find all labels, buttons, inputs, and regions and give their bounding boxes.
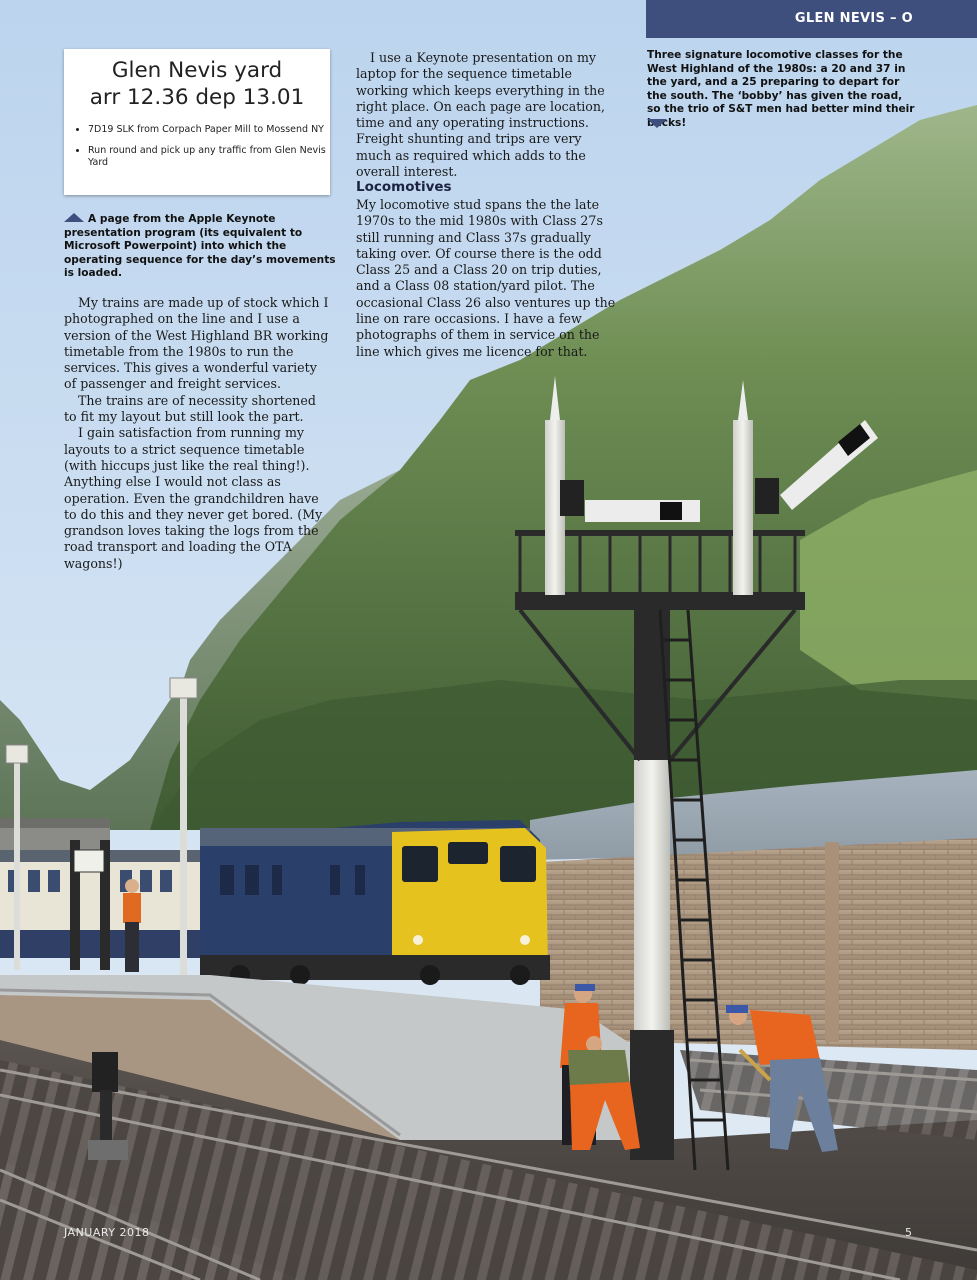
slide-bullet-list <box>74 124 334 178</box>
column-2-text <box>356 50 620 180</box>
page-number: 5 <box>905 1226 912 1239</box>
slide-title-line2: arr 12.36 dep 13.01 <box>89 85 305 110</box>
slide-bullet: • Run round and pick up any traffic from Glen Nevis Yard <box>88 145 334 170</box>
caption-pointer-down-icon <box>647 119 667 128</box>
column-1-text <box>64 295 330 572</box>
photo-caption: Three signature locomotive classes for the West Highland of the 1980s: a 20 and 37 in the yard, and a 25 preparing to depart for the south. The ‘bobby’ has given the road, so the trio of S&T men had better mind their backs! <box>647 49 915 129</box>
body-paragraph: My locomotive stud spans the the late 1970s to the mid 1980s with Class 27s still running and Class 37s gradually taking over. Of course there is the odd Class 25 and a Class 20 on trip duties, and a Class 08 station/yard pilot. The occasional Class 26 also ventures up the line on rare occasions. I have a few photographs of them in service on the line which gives me licence for that. <box>356 197 616 359</box>
slide-title-line1: Glen Nevis yard <box>111 58 283 83</box>
slide-caption-block <box>64 213 336 281</box>
caption-pointer-up-icon <box>64 213 84 222</box>
body-paragraph: I gain satisfaction from running my layouts to a strict sequence timetable (with hiccups just like the real thing!). Anything else I would not class as operation. Even the grandchildren have to do this and they never get bored. (My grandson loves taking the logs from the road transport and loading the OTA wagons!) <box>64 425 323 571</box>
body-paragraph: The trains are of necessity shortened to fit my layout but still look the part. <box>64 392 316 425</box>
issue-date: JANUARY 2018 <box>64 1226 150 1239</box>
body-paragraph: My trains are made up of stock which I photographed on the line and I use a version of the West Highland BR working timetable from the 1980s to run the services. This gives a wonderful variety of passenger and freight services. <box>64 295 329 392</box>
slide-title <box>64 57 330 111</box>
keynote-slide-image <box>64 49 330 195</box>
body-paragraph: I use a Keynote presentation on my laptop for the sequence timetable working which keeps everything in the right place. On each page are location, time and any operating instructions. Freight shunting and trips are very much as required which adds to the overall interest. <box>356 50 605 180</box>
locomotives-heading: Locomotives <box>356 179 452 195</box>
slide-caption: A page from the Apple Keynote presentation program (its equivalent to Microsoft Powerpoint) into which the operating sequence for the day’s movements is loaded. <box>64 213 336 279</box>
section-title: GLEN NEVIS – O <box>794 11 913 26</box>
slide-bullet: • 7D19 SLK from Corpach Paper Mill to Mossend NY <box>88 124 334 137</box>
section-header-bar <box>646 0 977 38</box>
locomotives-text <box>356 197 620 360</box>
